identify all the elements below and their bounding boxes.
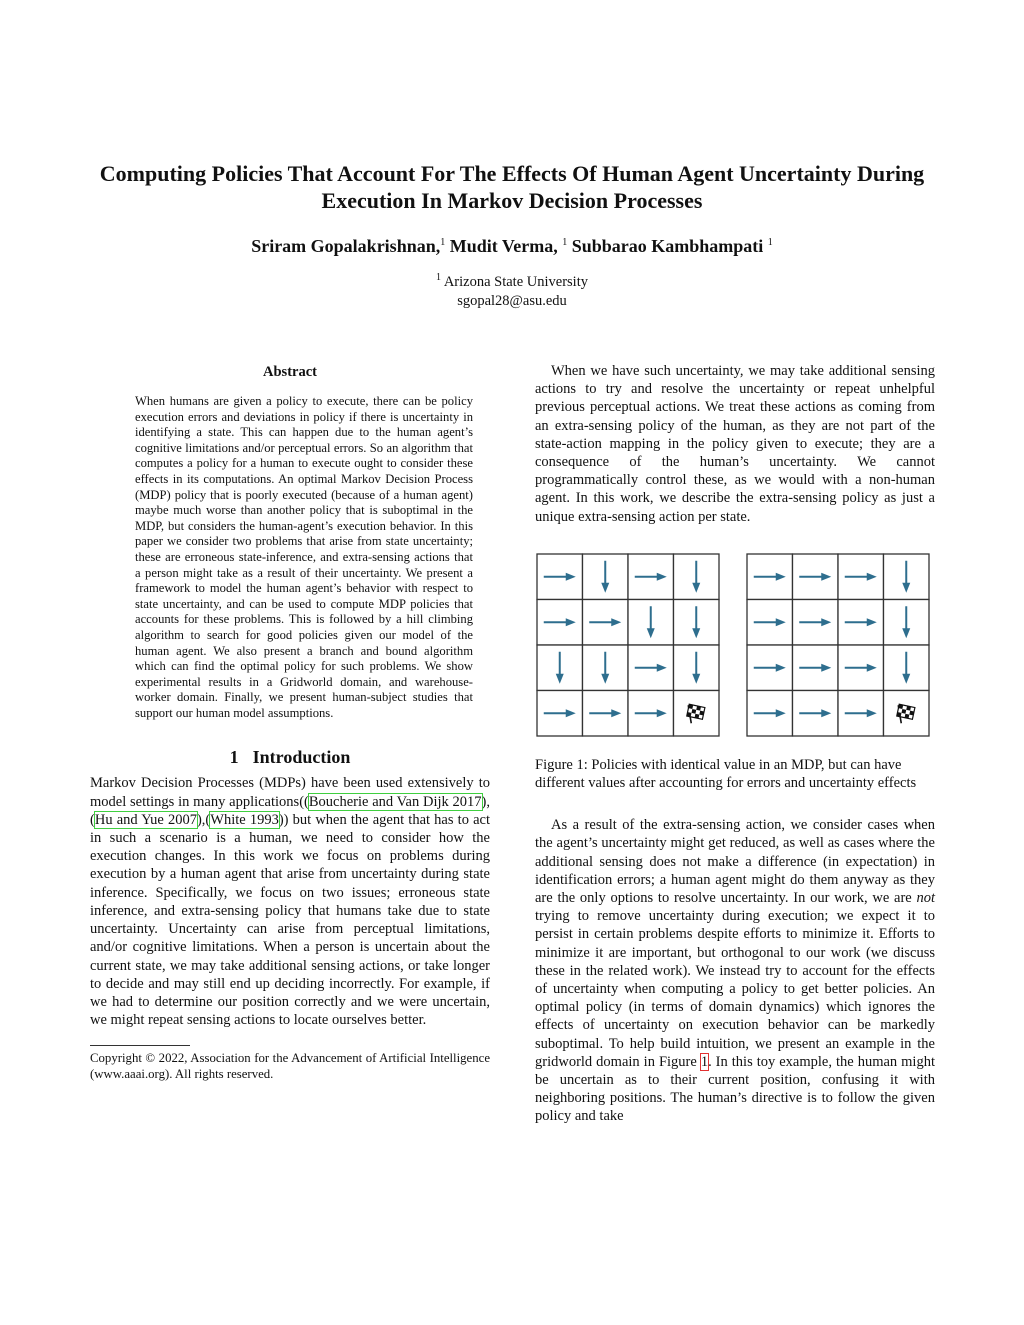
copyright-footnote: Copyright © 2022, Association for the Advancement of Artificial Intelligence (www.aaai.org). All rights reserved. (90, 1051, 490, 1082)
figure-1 (535, 548, 935, 738)
body-paragraph: When we have such uncertainty, we may take additional sensing actions to try and resolve the uncertainty or repeat unhelpful previous perceptual actions. We treat these actions as coming from an extra-sensing policy of the human, as they are not part of the state-action mapping in the policy given to execute; they are a consequence of the human’s uncertainty. We cannot programmatically control these, as we would with a non-human agent. In this work, we describe the extra-sensing policy as just a unique extra-sensing action per state. (535, 363, 935, 525)
abstract-heading: Abstract (263, 364, 317, 380)
figure-caption: Figure 1: Policies with identical value in an MDP, but can have different values after accounting for errors and uncertainty effects (535, 756, 917, 792)
author-affil-mark: 1 (562, 237, 568, 248)
body-paragraph: As a result of the extra-sensing action, we consider cases when the agent’s uncertainty might get reduced, as well as cases where the additional sensing does not make a difference (in expectation) in identification errors; a human agent might do them anyway as they are the only options to resolve uncertainty. In our work, we are not trying to remove uncertainty during execution; we expect it to persist in certain problems despite efforts to minimize it. Efforts to minimize it are important, but orthogonal to our work (we discuss these in the related work). We instead try to account for the effects of uncertainty when computing a policy to get better policies. An optimal policy (in terms of domain dynamics) which ignores the effects of uncertainty on execution behavior can be markedly suboptimal. To help build intuition, we present an example in the gridworld domain in Figure 1. In this toy example, the human might be uncertain as to their current position, confusing it with neighboring positions. The human’s directive is to follow the given policy and take (535, 817, 935, 1125)
paper-title: Computing Policies That Account For The Effects Of Human Agent Uncertainty During Execution In Markov Decision Processes (99, 161, 925, 213)
footnote-divider (90, 1045, 190, 1046)
policy-grid (747, 554, 929, 736)
affiliation-mark: 1 (436, 272, 441, 283)
citation-link[interactable]: Boucherie and Van Dijk 2017 (308, 793, 482, 810)
author-name: Mudit Verma, (449, 236, 558, 256)
author-name: Subbarao Kambhampati (571, 236, 764, 256)
section-number: 1 (229, 747, 239, 768)
author-list (60, 236, 964, 257)
author-affil-mark: 1 (440, 237, 446, 248)
citation-link[interactable]: White 1993 (210, 811, 279, 828)
affiliation-name: Arizona State University (443, 273, 588, 290)
author-email[interactable]: sgopal28@asu.edu (457, 292, 567, 309)
policy-grid (537, 554, 719, 736)
intro-paragraph: Markov Decision Processes (MDPs) have been used extensively to model settings in many applications((Boucherie and Van Dijk 2017),(Hu and Yue 2007),(White 1993)) but when the agent that has to act in such a scenario is a human, we need to consider how the execution changes. In this work we focus on problems during execution by a human agent that arise from uncertainty during state inference. Specifically, we focus on two issues; erroneous state inference, and extra-sensing policy that humans take due to state uncertainty. Uncertainty can arise from perceptual limitations, and/or cognitive limitations. When a person is uncertain about the current state, we may take additional sensing actions, or take longer to decide and may still end up deciding incorrectly. For example, if we had to determine our position correctly and we were uncertain, we might repeat sensing actions to locate ourselves better. (90, 775, 491, 1029)
figure-reference-link[interactable]: 1 (700, 1053, 709, 1070)
left-column (90, 362, 490, 1082)
emphasis-text: not (916, 890, 935, 907)
affiliation-block (60, 268, 964, 311)
section-title: Introduction (252, 747, 351, 768)
abstract-text: When humans are given a policy to execute, there can be policy execution errors and deviations in policy if there is uncertainty in identifying a state. This can happen due to the human agent’s cognitive limitations and/or perceptual errors. So an algorithm that computes a policy for a human to execute ought to consider these effects in its computations. An optimal Markov Decision Process (MDP) policy that is poorly executed (because of a human agent) maybe much worse than another policy that is suboptimal in the MDP, but considers the human-agent’s execution behavior. In this paper we consider two problems that arise from state uncertainty; these are erroneous state-inference, and extra-sensing actions that a person might take as a result of their uncertainty. We present a framework to model the human agent’s behavior with respect to state uncertainty, and can be used to compute MDP policies that accounts for these problems. This is followed by a hill climbing algorithm to search for good policies given our model of the human agent. We also present a branch and bound algorithm which can find the optimal policy for such problems. We show experimental results in a Gridworld domain, and warehouse-worker domain. Finally, we present human-subject studies that support our human model assumptions. (135, 394, 473, 720)
right-column (535, 362, 935, 1126)
author-affil-mark: 1 (767, 237, 773, 248)
citation-link[interactable]: Hu and Yue 2007 (94, 811, 197, 828)
author-name: Sriram Gopalakrishnan, (251, 236, 441, 256)
policy-grids-figure (535, 548, 935, 738)
section-heading-introduction (90, 747, 490, 768)
